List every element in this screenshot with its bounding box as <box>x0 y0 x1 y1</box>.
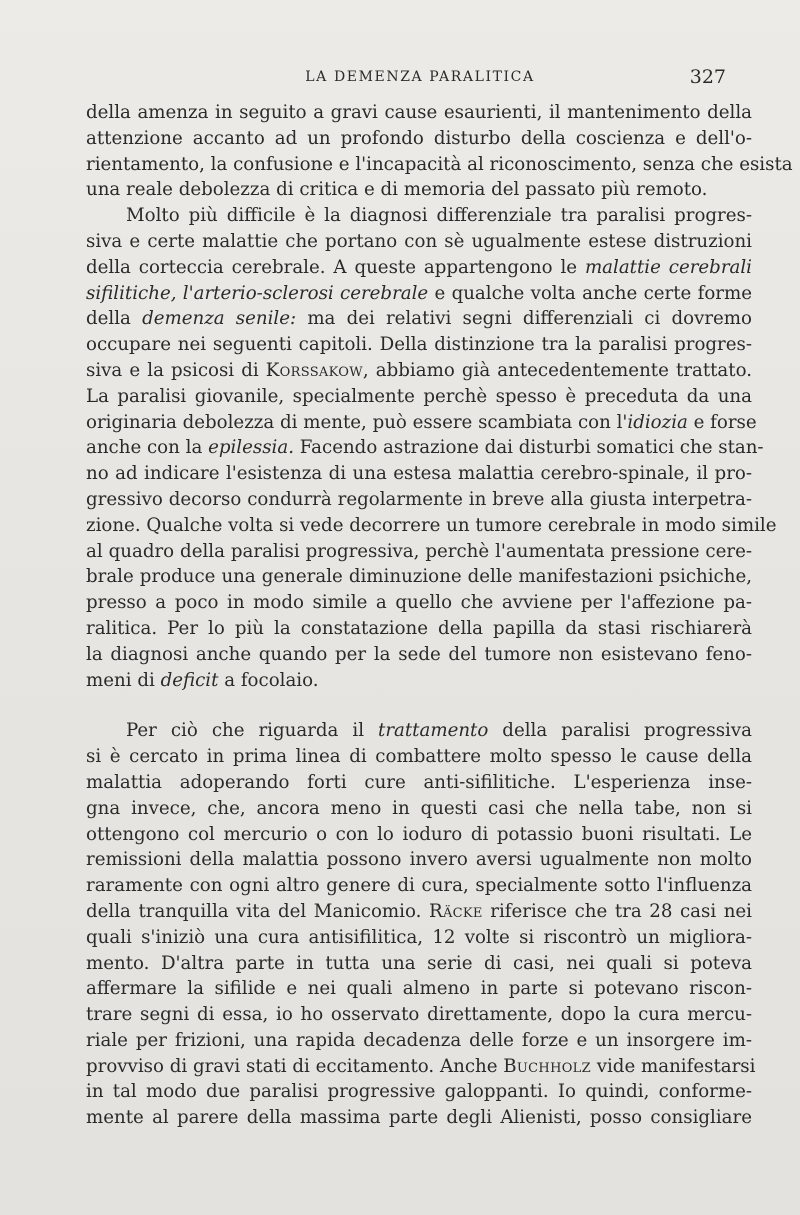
text-line: una reale debolezza di critica e di memoria del passato più remoto. <box>86 179 708 201</box>
text-line: attenzione accanto ad un profondo disturbo della coscienza e dell'o- <box>86 127 752 149</box>
italic-term: trattamento <box>378 720 489 742</box>
text-line: quali s'iniziò una cura antisifilitica, 12 volte si riscontrò un migliora- <box>86 926 752 948</box>
author-name: Buchholz <box>503 1055 591 1077</box>
text-line: della tranquilla vita del Manicomio. Räcke riferisce che tra 28 casi nei <box>86 900 752 922</box>
text-line: no ad indicare l'esistenza di una estesa malattia cerebro-spinale, il pro- <box>86 463 752 485</box>
text-line: si è cercato in prima linea di combattere molto spesso le cause della <box>86 746 752 768</box>
text-line: occupare nei seguenti capitoli. Della distinzione tra la paralisi progres- <box>86 334 752 356</box>
text-line: affermare la sifilide e nei quali almeno in parte si potevano riscon- <box>86 978 752 1000</box>
body-text <box>86 100 793 1131</box>
text-line: remissioni della malattia possono invero aversi ugualmente non molto <box>86 849 752 871</box>
text-line: sifilitiche, l'arterio-sclerosi cerebrale e qualche volta anche certe forme <box>86 282 752 304</box>
text-line: meni di deficit a focolaio. <box>86 669 319 691</box>
text-line: mente al parere della massima parte degli Alienisti, posso consigliare <box>86 1107 752 1129</box>
text-line: riale per frizioni, una rapida decadenza delle forze e un insorgere im- <box>86 1029 752 1051</box>
italic-term: deficit <box>160 669 219 691</box>
text-line: della demenza senile: ma dei relativi segni differenziali ci dovremo <box>86 308 752 330</box>
text-line: raramente con ogni altro genere di cura, specialmente sotto l'influenza <box>86 875 752 897</box>
text-line: trare segni di essa, io ho osservato direttamente, dopo la cura mercu- <box>86 1004 752 1026</box>
text-line: Per ciò che riguarda il trattamento della paralisi progressiva <box>126 720 752 742</box>
author-name: Räcke <box>428 900 483 922</box>
text-line: in tal modo due paralisi progressive galoppanti. Io quindi, conforme- <box>86 1081 752 1103</box>
text-line: al quadro della paralisi progressiva, perchè l'aumentata pressione cere- <box>86 540 752 562</box>
text-line: gna invece, che, ancora meno in questi casi che nella tabe, non si <box>86 797 752 819</box>
text-line: Molto più difficile è la diagnosi differenziale tra paralisi progres- <box>126 205 752 227</box>
author-name: Korssakow <box>265 359 363 381</box>
text-line: la diagnosi anche quando per la sede del tumore non esistevano feno- <box>86 643 752 665</box>
italic-term: epilessia. <box>208 437 294 459</box>
italic-term: malattie cerebrali <box>584 256 752 278</box>
text-line: originaria debolezza di mente, può essere scambiata con l'idiozia e forse <box>86 411 757 433</box>
text-line: anche con la epilessia. Facendo astrazione dai disturbi somatici che stan- <box>86 437 764 459</box>
page-number: 327 <box>689 66 726 88</box>
text-line: presso a poco in modo simile a quello che avviene per l'affezione pa- <box>86 592 752 614</box>
text-line: zione. Qualche volta si vede decorrere un tumore cerebrale in modo simile <box>86 514 777 536</box>
text-line: malattia adoperando forti cure anti-sifilitiche. L'esperienza inse- <box>86 771 752 793</box>
text-line: mento. D'altra parte in tutta una serie di casi, nei quali si poteva <box>86 952 752 974</box>
text-line: provviso di gravi stati di eccitamento. Anche Buchholz vide manifestarsi <box>86 1055 756 1077</box>
paragraph-gap <box>86 693 752 718</box>
text-line: ralitica. Per lo più la constatazione della papilla da stasi rischiarerà <box>86 617 752 639</box>
italic-term: idiozia <box>627 411 688 433</box>
page-header <box>86 66 754 90</box>
text-line: ottengono col mercurio o con lo ioduro di potassio buoni risultati. Le <box>86 823 752 845</box>
text-line: rientamento, la confusione e l'incapacità al riconoscimento, senza che esista <box>86 153 793 175</box>
text-line: siva e la psicosi di Korssakow, abbiamo già antecedentemente trattato. <box>86 359 752 381</box>
text-line: della corteccia cerebrale. A queste appartengono le malattie cerebrali <box>86 256 752 278</box>
text-line: La paralisi giovanile, specialmente perchè spesso è preceduta da una <box>86 385 752 407</box>
text-line: brale produce una generale diminuzione delle manifestazioni psichiche, <box>86 566 752 588</box>
italic-term: demenza senile: <box>142 308 297 330</box>
text-line: gressivo decorso condurrà regolarmente in breve alla giusta interpetra- <box>86 488 752 510</box>
running-title: LA DEMENZA PARALITICA <box>305 69 535 85</box>
text-line: della amenza in seguito a gravi cause esaurienti, il mantenimento della <box>86 102 752 123</box>
text-line: siva e certe malattie che portano con sè ugualmente estese distruzioni <box>86 230 752 252</box>
italic-term: sifilitiche, l'arterio-sclerosi cerebrale <box>86 282 429 304</box>
